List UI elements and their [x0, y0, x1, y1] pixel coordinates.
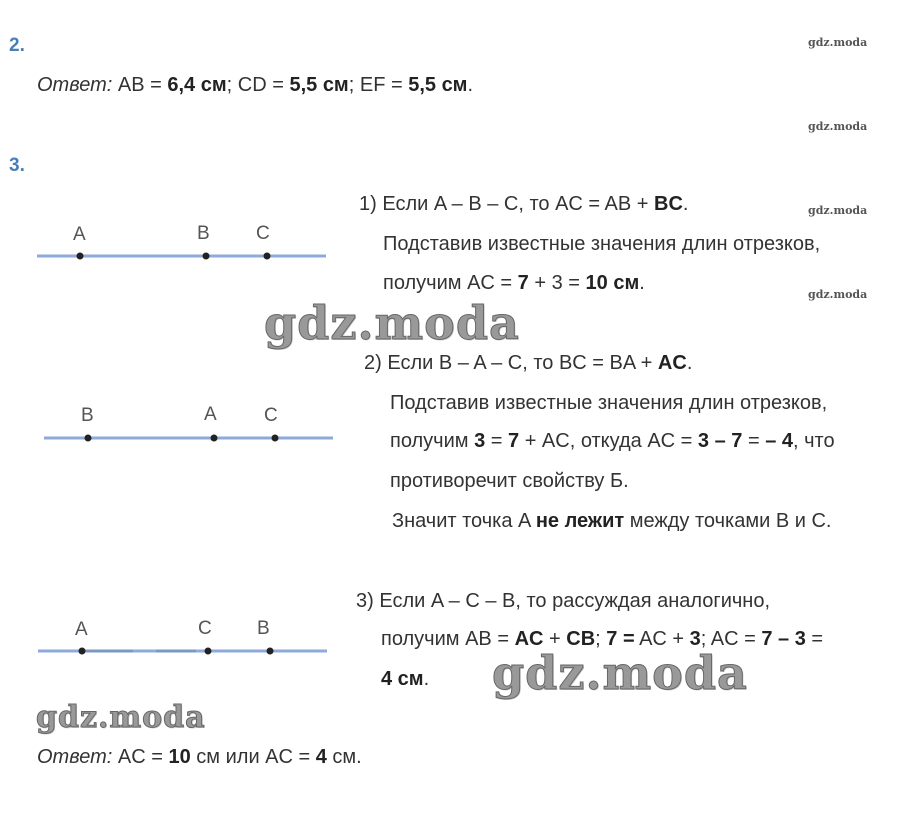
watermark-big: gdz.moda [36, 700, 206, 735]
bold-term: CB [566, 628, 596, 650]
point-label: B [197, 223, 210, 244]
text: 1) Если A – B – C, то AC = AB + [359, 193, 655, 215]
answer-label: Ответ: [37, 74, 113, 96]
segment-diagram-1 [37, 220, 327, 265]
point-label: A [73, 224, 86, 245]
case2-line1 [364, 351, 692, 375]
watermark-small: gdz.moda [808, 120, 868, 133]
point-dot [85, 435, 92, 442]
bold-term: 3 [474, 430, 486, 452]
case3-line1: 3) Если A – C – B, то рассуждая аналогично, [356, 590, 771, 612]
point-dot [77, 253, 84, 260]
text: + 3 = [528, 272, 586, 294]
bold-term: 7 = [606, 628, 635, 650]
point-label: A [204, 404, 217, 425]
ab-value: 6,4 см [167, 74, 227, 96]
text: см. [326, 746, 362, 768]
segment-diagram-2 [44, 402, 334, 447]
text: AB = [112, 74, 168, 96]
case1-line3 [383, 271, 645, 295]
text: 2) Если B – A – C, то BC = BA + [364, 352, 658, 374]
bold-term: 10 см [585, 272, 640, 294]
text: ; CD = [226, 74, 290, 96]
case2-line3 [390, 429, 835, 453]
case2-line2: Подставив известные значения длин отрезков, [390, 392, 828, 414]
text: = [805, 628, 824, 650]
watermark-small: gdz.moda [808, 204, 868, 217]
text: Значит точка A [392, 510, 536, 532]
text: + AC, откуда AC = [519, 430, 698, 452]
point-dot [211, 435, 218, 442]
text: ; [595, 628, 607, 650]
point-dot [264, 253, 271, 260]
text: , что [793, 430, 835, 452]
segment-diagram-3 [38, 615, 328, 660]
cd-value: 5,5 см [289, 74, 349, 96]
task2-answer [37, 73, 473, 97]
bold-term: 7 [517, 272, 529, 294]
watermark-big: gdz.moda [492, 646, 748, 700]
bold-term: 3 – 7 [697, 430, 743, 452]
point-dot [272, 435, 279, 442]
point-dot [203, 253, 210, 260]
case1-line2: Подставив известные значения длин отрезков, [383, 233, 821, 255]
point-dot [79, 648, 86, 655]
text: получим AC = [383, 272, 518, 294]
point-label: C [256, 223, 270, 244]
point-label: C [198, 618, 212, 639]
text: . [423, 668, 430, 690]
point-dot [267, 648, 274, 655]
bold-term: BC [654, 193, 683, 215]
text: . [467, 74, 474, 96]
task3-answer [37, 745, 362, 769]
bold-term: 10 [168, 746, 191, 768]
point-label: A [75, 619, 88, 640]
text: ; EF = [348, 74, 409, 96]
point-dot [205, 648, 212, 655]
answer-label: Ответ: [37, 746, 113, 768]
watermark-small: gdz.moda [808, 36, 868, 49]
watermark-small: gdz.moda [808, 288, 868, 301]
bold-term: AC [657, 352, 687, 374]
task-number-3: 3. [9, 155, 25, 176]
bold-term: AC [514, 628, 544, 650]
ef-value: 5,5 см [408, 74, 468, 96]
bold-term: 4 [315, 746, 327, 768]
task-number-2: 2. [9, 35, 25, 56]
text: AC = [112, 746, 169, 768]
bold-term: 7 [508, 430, 520, 452]
bold-term: 3 [689, 628, 701, 650]
case2-line5 [392, 509, 831, 533]
text: ; AC = [700, 628, 762, 650]
text: см или AC = [190, 746, 316, 768]
text: = [742, 430, 766, 452]
point-label: B [81, 405, 94, 426]
bold-term: – 4 [765, 430, 794, 452]
case1-line1 [359, 192, 688, 216]
text: между точками B и C. [624, 510, 832, 532]
bold-term: не лежит [535, 510, 625, 532]
text: . [682, 193, 689, 215]
bold-term: 7 – 3 [761, 628, 806, 650]
text: . [639, 272, 645, 294]
text: + [543, 628, 567, 650]
point-label: B [257, 618, 270, 639]
text: AC + [634, 628, 690, 650]
point-label: C [264, 405, 278, 426]
text: . [686, 352, 693, 374]
case3-line3 [381, 667, 429, 691]
watermark-big: gdz.moda [264, 296, 520, 350]
case2-line4: противоречит свойству Б. [390, 470, 629, 492]
bold-term: 4 см [381, 668, 424, 690]
text: = [485, 430, 509, 452]
text: получим [390, 430, 475, 452]
text: получим AB = [381, 628, 515, 650]
